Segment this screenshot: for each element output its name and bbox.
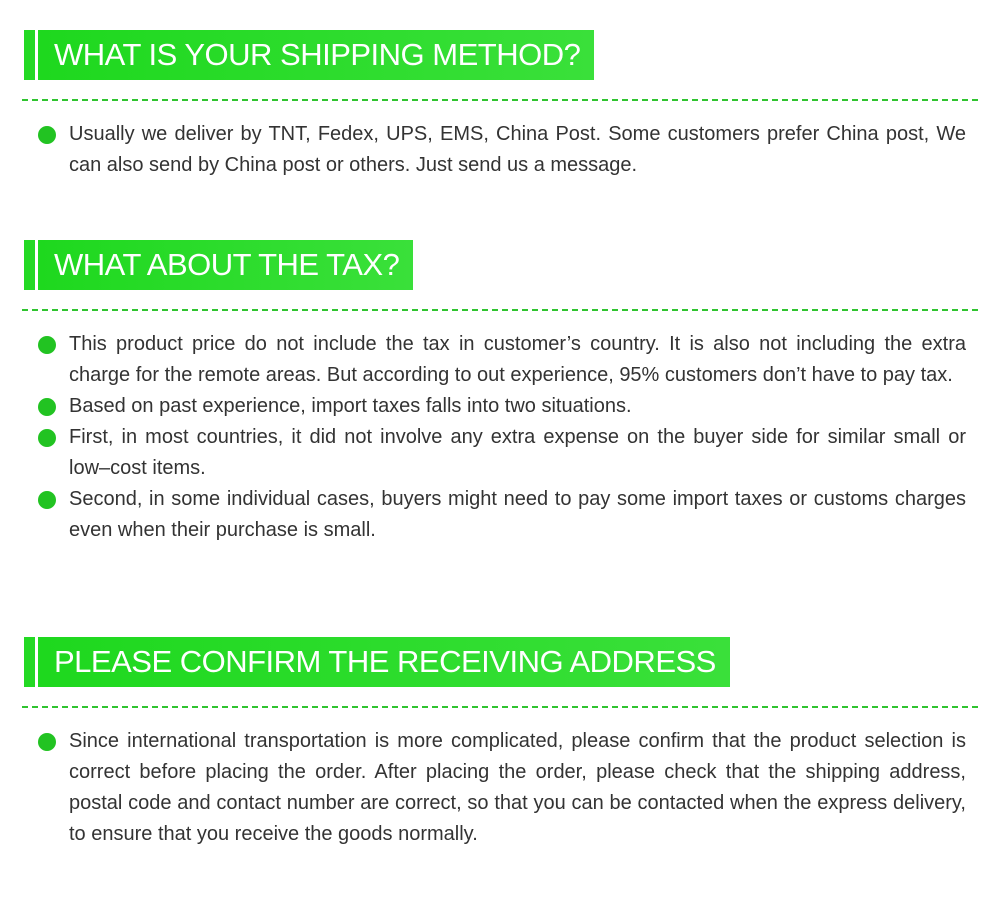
list-item xyxy=(38,329,966,391)
section-receiving-address xyxy=(24,637,978,845)
list-item xyxy=(38,726,966,850)
green-dot-bullet-icon xyxy=(38,126,56,144)
green-dot-bullet-icon xyxy=(38,733,56,751)
bullet-list xyxy=(38,119,966,181)
section-title: PLEASE CONFIRM THE RECEIVING ADDRESS xyxy=(38,637,730,687)
list-item-text: Second, in some individual cases, buyers might need to pay some import taxes or customs charges even when their purchase is small. xyxy=(69,488,966,541)
section-header xyxy=(24,30,978,80)
section-shipping-method xyxy=(24,30,978,176)
header-accent-bar xyxy=(24,240,35,290)
header-accent-bar xyxy=(24,637,35,687)
list-item-text: First, in most countries, it did not involve any extra expense on the buyer side for similar small or low–cost items. xyxy=(69,426,966,479)
green-dot-bullet-icon xyxy=(38,398,56,416)
dashed-divider xyxy=(22,706,978,708)
list-item xyxy=(38,422,966,484)
dashed-divider xyxy=(22,99,978,101)
list-item xyxy=(38,484,966,546)
header-accent-bar xyxy=(24,30,35,80)
section-header xyxy=(24,637,978,687)
section-title: WHAT ABOUT THE TAX? xyxy=(38,240,413,290)
section-tax xyxy=(24,240,978,541)
section-title: WHAT IS YOUR SHIPPING METHOD? xyxy=(38,30,594,80)
green-dot-bullet-icon xyxy=(38,491,56,509)
green-dot-bullet-icon xyxy=(38,336,56,354)
dashed-divider xyxy=(22,309,978,311)
list-item-text: Based on past experience, import taxes falls into two situations. xyxy=(69,395,632,417)
bullet-list xyxy=(38,726,966,850)
list-item-text: Since international transportation is more complicated, please confirm that the product selection is correct before placing the order. After placing the order, please check that the shipping address, postal code and contact number are correct, so that you can be contacted when the express delivery, to ensure that you receive the goods normally. xyxy=(69,730,966,845)
list-item-text: Usually we deliver by TNT, Fedex, UPS, EMS, China Post. Some customers prefer China post, We can also send by China post or others. Just send us a message. xyxy=(69,123,966,176)
green-dot-bullet-icon xyxy=(38,429,56,447)
list-item-text: This product price do not include the tax in customer’s country. It is also not including the extra charge for the remote areas. But according to out experience, 95% customers don’t have to pay tax. xyxy=(69,333,966,386)
bullet-list xyxy=(38,329,966,546)
list-item xyxy=(38,391,966,422)
list-item xyxy=(38,119,966,181)
section-header xyxy=(24,240,978,290)
